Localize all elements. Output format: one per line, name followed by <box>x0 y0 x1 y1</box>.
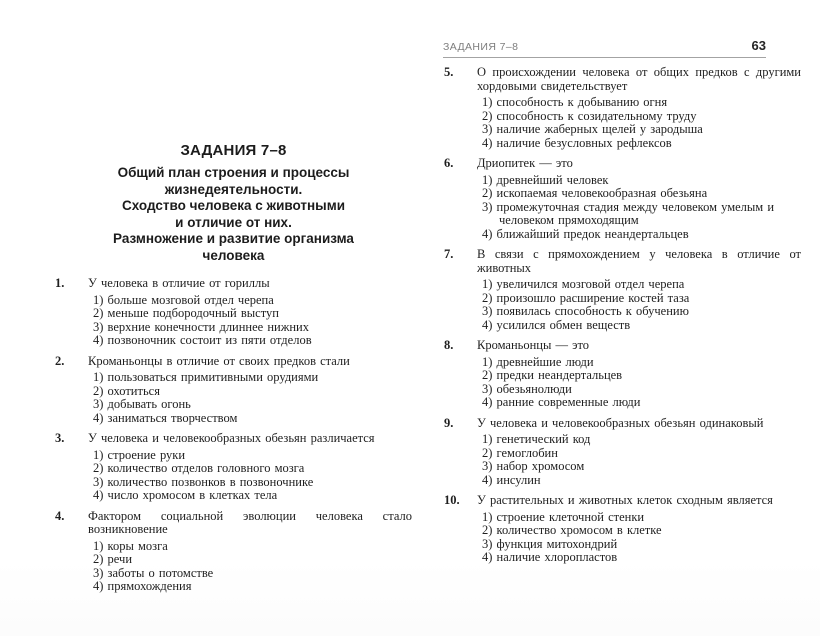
option-marker: 3) <box>93 319 104 334</box>
option-text: функция митохондрий <box>496 536 618 551</box>
option-text: строение руки <box>107 447 186 462</box>
option-marker: 1) <box>93 370 104 384</box>
running-header <box>443 38 766 58</box>
answer-options <box>55 449 412 503</box>
option-text: набор хромосом <box>496 459 585 473</box>
option-text: больше мозговой отдел черепа <box>107 292 274 307</box>
question <box>55 277 412 348</box>
question <box>55 510 412 594</box>
option-text: наличие хлоропластов <box>496 550 618 564</box>
question-number: 10. <box>444 493 460 507</box>
question-stem: Кроманьонцы в отличие от своих предков стали <box>88 353 350 368</box>
option-text: усилился обмен веществ <box>496 317 631 332</box>
option-text: охотиться <box>107 383 160 398</box>
option-marker: 3) <box>482 381 493 396</box>
option-marker: 2) <box>482 523 493 537</box>
question-head <box>444 494 801 508</box>
option-text: древнейшие люди <box>496 354 594 369</box>
question <box>444 339 801 410</box>
answer-option <box>482 396 801 410</box>
question-number: 8. <box>444 338 454 352</box>
answer-option <box>482 551 801 565</box>
option-text: инсулин <box>496 472 541 487</box>
answer-option <box>482 460 801 474</box>
option-marker: 3) <box>482 536 493 551</box>
answer-option <box>93 567 412 581</box>
option-marker: 2) <box>93 461 104 475</box>
answer-options <box>444 356 801 410</box>
answer-option <box>482 305 801 319</box>
option-marker: 2) <box>482 290 493 305</box>
answer-option <box>482 356 801 370</box>
option-marker: 1) <box>482 95 493 109</box>
answer-option <box>93 398 412 412</box>
answer-options <box>444 433 801 487</box>
running-title: ЗАДАНИЯ 7–8 <box>443 41 519 53</box>
option-text: строение клеточной стенки <box>496 509 645 524</box>
answer-options <box>55 540 412 594</box>
question-head <box>55 277 412 291</box>
question-stem: Кроманьонцы — это <box>477 338 590 352</box>
option-text: ископаемая человекообразная обезьяна <box>496 186 708 200</box>
answer-option <box>482 201 801 228</box>
option-marker: 1) <box>482 277 493 291</box>
answer-option <box>93 553 412 567</box>
question-stem: Фактором социальной эволюции человека стало возникновение <box>88 508 412 536</box>
answer-option <box>482 383 801 397</box>
question-stem: В связи с прямохождением у человека в отличие от животных <box>477 247 801 275</box>
option-text: промежуточная стадия между человеком умелым и человеком прямоходящим <box>496 199 775 227</box>
question-stem: Дриопитек — это <box>477 156 573 170</box>
option-marker: 2) <box>93 306 104 320</box>
option-text: меньше подбородочный выступ <box>107 306 279 320</box>
answer-option <box>482 96 801 110</box>
option-marker: 1) <box>482 172 493 187</box>
option-text: генетический код <box>496 432 591 446</box>
option-text: количество отделов головного мозга <box>107 461 305 475</box>
section-heading: ЗАДАНИЯ 7–8 <box>180 142 287 159</box>
question-head <box>444 339 801 353</box>
question-number: 6. <box>444 156 454 170</box>
answer-option <box>93 476 412 490</box>
option-marker: 2) <box>93 383 104 398</box>
question-stem: У человека и человекообразных обезьян одинаковый <box>477 415 764 430</box>
option-text: добывать огонь <box>107 397 191 411</box>
answer-options <box>55 371 412 425</box>
answer-option <box>482 137 801 151</box>
option-marker: 1) <box>93 538 104 553</box>
answer-options <box>444 278 801 332</box>
answer-option <box>482 524 801 538</box>
option-marker: 4) <box>93 579 104 593</box>
option-marker: 4) <box>93 333 104 347</box>
option-marker: 3) <box>482 459 493 473</box>
option-marker: 3) <box>482 199 493 214</box>
section-subtitle-line: человека <box>202 247 265 263</box>
answer-option <box>482 228 801 242</box>
question <box>444 66 801 150</box>
section-subtitle-line: Сходство человека с животными <box>122 198 345 213</box>
option-text: способность к созидательному труду <box>496 108 697 123</box>
option-marker: 4) <box>482 226 493 241</box>
answer-option <box>93 294 412 308</box>
option-marker: 1) <box>93 292 104 307</box>
question-number: 2. <box>55 353 65 368</box>
option-text: заботы о потомстве <box>107 565 214 580</box>
question-number: 5. <box>444 65 454 79</box>
option-marker: 4) <box>93 488 104 502</box>
answer-options <box>444 511 801 565</box>
answer-option <box>93 449 412 463</box>
option-marker: 2) <box>482 186 493 200</box>
option-text: количество хромосом в клетке <box>496 523 662 537</box>
title-block <box>55 142 412 264</box>
option-text: увеличился мозговой отдел черепа <box>496 277 685 291</box>
answer-option <box>482 174 801 188</box>
question-head <box>444 248 801 275</box>
option-text: древнейший человек <box>496 172 609 187</box>
question-stem: У человека и человекообразных обезьян различается <box>88 431 375 445</box>
option-text: пользоваться примитивными орудиями <box>107 370 319 384</box>
option-text: верхние конечности длиннее нижних <box>107 319 309 334</box>
question-head <box>55 510 412 537</box>
option-text: обезьянолюди <box>496 381 572 396</box>
option-text: коры мозга <box>107 538 168 553</box>
answer-option <box>93 462 412 476</box>
question-head <box>444 417 801 431</box>
option-text: позвоночник состоит из пяти отделов <box>107 333 312 347</box>
option-marker: 2) <box>93 552 104 566</box>
option-marker: 2) <box>482 445 493 460</box>
questions-right <box>444 66 801 565</box>
answer-option <box>93 385 412 399</box>
option-marker: 3) <box>482 122 493 136</box>
question-number: 4. <box>55 508 65 523</box>
option-marker: 4) <box>482 395 493 409</box>
answer-option <box>93 334 412 348</box>
answer-option <box>93 321 412 335</box>
answer-option <box>93 580 412 594</box>
section-subtitle-line: жизнедеятельности. <box>164 181 303 197</box>
option-marker: 3) <box>93 565 104 580</box>
questions-left <box>55 277 412 594</box>
option-marker: 4) <box>93 410 104 425</box>
answer-option <box>93 371 412 385</box>
section-subtitle-line: Размножение и развитие организма <box>113 231 354 246</box>
question-stem: У человека в отличие от гориллы <box>88 276 270 290</box>
answer-options <box>55 294 412 348</box>
option-marker: 1) <box>482 354 493 369</box>
question-stem: У растительных и животных клеток сходным является <box>477 493 773 507</box>
question <box>444 494 801 565</box>
option-marker: 2) <box>482 108 493 123</box>
answer-option <box>482 538 801 552</box>
question-number: 1. <box>55 276 65 290</box>
option-text: число хромосом в клетках тела <box>107 488 278 502</box>
column-right <box>444 66 801 572</box>
question-number: 7. <box>444 247 454 261</box>
answer-option <box>93 307 412 321</box>
option-text: появилась способность к обучению <box>496 304 689 318</box>
option-marker: 4) <box>482 317 493 332</box>
answer-option <box>482 447 801 461</box>
question-number: 3. <box>55 431 65 445</box>
option-text: гемоглобин <box>496 445 558 460</box>
question <box>444 248 801 332</box>
question-stem: О происхождении человека от общих предков с другими хордовыми свидетельствует <box>477 65 801 93</box>
option-marker: 1) <box>93 447 104 462</box>
section-subtitle-line: Общий план строения и процессы <box>117 165 350 180</box>
option-text: наличие безусловных рефлексов <box>496 135 672 150</box>
question-head <box>55 355 412 369</box>
answer-option <box>482 433 801 447</box>
question <box>444 157 801 241</box>
section-subtitle-line: и отличие от них. <box>175 214 292 230</box>
option-marker: 1) <box>482 509 493 524</box>
page-number: 63 <box>751 38 766 53</box>
question <box>55 355 412 426</box>
option-text: количество позвонков в позвоночнике <box>107 474 314 489</box>
option-text: наличие жаберных щелей у зародыша <box>496 122 703 136</box>
option-marker: 2) <box>482 368 493 382</box>
option-marker: 4) <box>482 472 493 487</box>
question <box>444 417 801 488</box>
answer-option <box>93 489 412 503</box>
option-text: речи <box>107 552 133 566</box>
option-marker: 3) <box>93 397 104 411</box>
answer-option <box>482 292 801 306</box>
option-text: предки неандертальцев <box>496 368 623 382</box>
option-text: ближайший предок неандертальцев <box>496 226 689 241</box>
option-marker: 3) <box>482 304 493 318</box>
column-left <box>55 142 412 601</box>
question-head <box>55 432 412 446</box>
answer-option <box>482 474 801 488</box>
answer-option <box>93 540 412 554</box>
answer-option <box>93 412 412 426</box>
option-text: ранние современные люди <box>496 395 641 409</box>
answer-option <box>482 110 801 124</box>
answer-option <box>482 187 801 201</box>
answer-option <box>482 369 801 383</box>
question-head <box>444 157 801 171</box>
option-marker: 1) <box>482 432 493 446</box>
option-marker: 4) <box>482 550 493 564</box>
answer-options <box>444 174 801 242</box>
option-text: произошло расширение костей таза <box>496 290 690 305</box>
question-head <box>444 66 801 93</box>
option-marker: 4) <box>482 135 493 150</box>
answer-option <box>482 511 801 525</box>
option-text: способность к добыванию огня <box>496 95 668 109</box>
option-text: прямохождения <box>107 579 192 593</box>
answer-option <box>482 123 801 137</box>
question-number: 9. <box>444 415 454 430</box>
option-marker: 3) <box>93 474 104 489</box>
question <box>55 432 412 503</box>
answer-option <box>482 319 801 333</box>
option-text: заниматься творчеством <box>107 410 238 425</box>
answer-options <box>444 96 801 150</box>
answer-option <box>482 278 801 292</box>
